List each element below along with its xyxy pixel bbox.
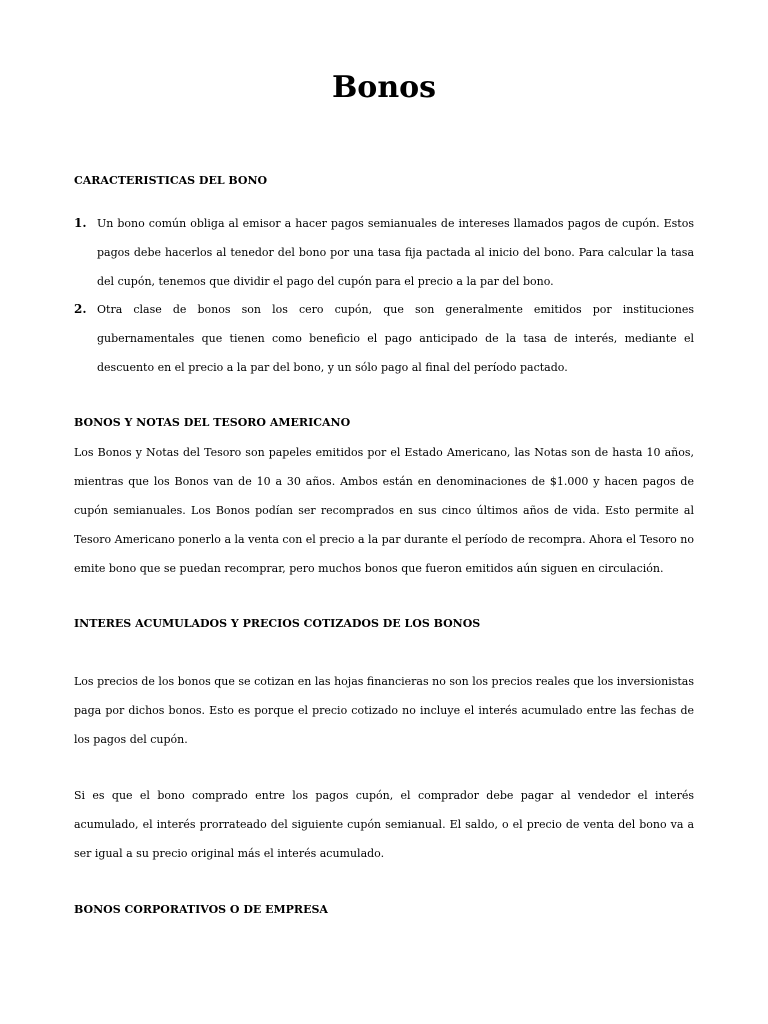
list-item-number: 2. (74, 302, 87, 316)
document-title: Bonos (331, 70, 437, 105)
paragraph: Si es que el bono comprado entre los pagos cupón, el comprador debe pagar al vendedor el interés acumulado, el interés prorrateado del siguiente cupón semianual. El saldo, o el precio de venta del bono va a ser igual a su precio original más el interés acumulado. (74, 789, 694, 860)
list-item-text: Un bono común obliga al emisor a hacer pagos semianuales de intereses llamados pagos de cupón. Estos pagos debe hacerlos al tenedor del bono por una tasa fija pactada al inicio del bono. Para calcular la tasa del cupón, tenemos que dividir el pago del cupón para el precio a la par del bono. (97, 217, 694, 288)
section-heading-tesoro: BONOS Y NOTAS DEL TESORO AMERICANO (74, 416, 351, 429)
section-heading-intereses: INTERES ACUMULADOS Y PRECIOS COTIZADOS DE LOS BONOS (74, 617, 481, 630)
section-heading-caracteristicas: CARACTERISTICAS DEL BONO (74, 174, 268, 187)
section-heading-corporativos: BONOS CORPORATIVOS O DE EMPRESA (74, 903, 328, 916)
paragraph: Los Bonos y Notas del Tesoro son papeles emitidos por el Estado Americano, las Notas son de hasta 10 años, mientras que los Bonos van de 10 a 30 años. Ambos están en denominaciones de $1.000 y hacen pagos de cupón semianuales. Los Bonos podían ser recomprados en sus cinco últimos años de vida. Esto permite al Tesoro Americano ponerlo a la venta con el precio a la par durante el período de recompra. Ahora el Tesoro no emite bono que se puedan recomprar, pero muchos bonos que fueron emitidos aún siguen en circulación. (74, 446, 694, 575)
paragraph: Los precios de los bonos que se cotizan en las hojas financieras no son los precios reales que los inversionistas paga por dichos bonos. Esto es porque el precio cotizado no incluye el interés acumulado entre las fechas de los pagos del cupón. (74, 675, 694, 746)
list-item-number: 1. (74, 216, 87, 230)
list-item-text: Otra clase de bonos son los cero cupón, que son generalmente emitidos por instituciones gubernamentales que tienen como beneficio el pago anticipado de la tasa de interés, mediante el descuento en el precio a la par del bono, y un sólo pago al final del período pactado. (97, 303, 694, 374)
